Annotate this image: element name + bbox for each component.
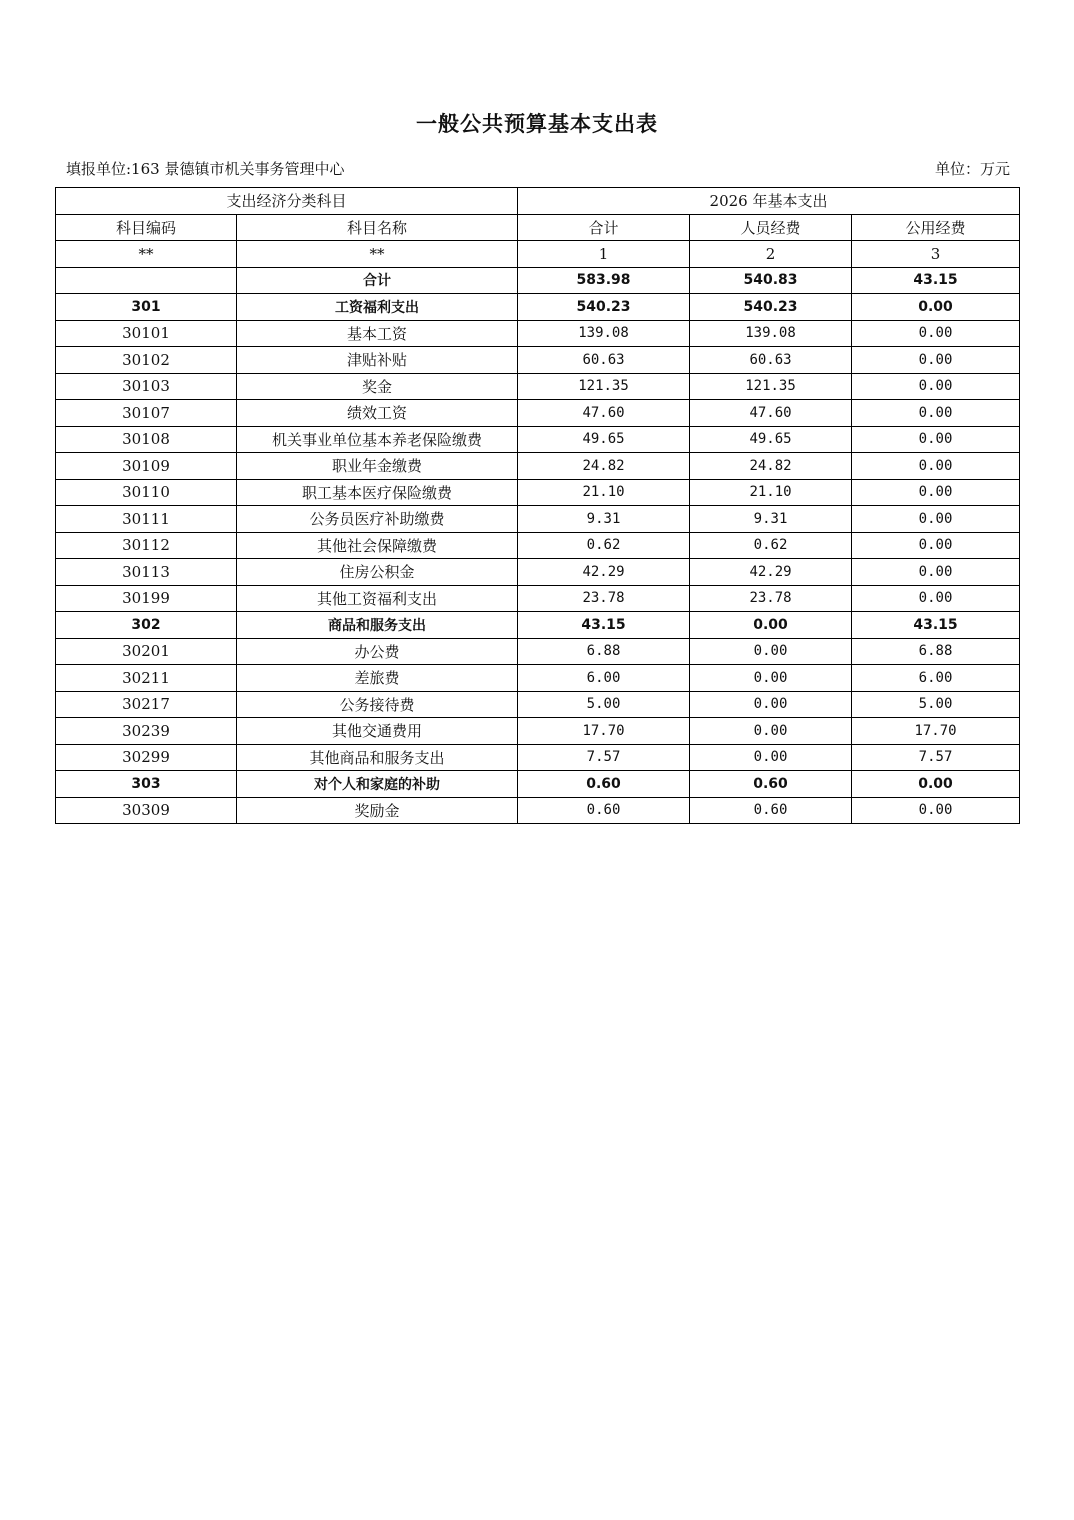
row-public: 5.00: [852, 691, 1020, 718]
row-name: 差旅费: [237, 665, 518, 692]
row-personnel: 0.62: [690, 532, 852, 559]
total-label: 合计: [237, 267, 518, 294]
row-personnel: 23.78: [690, 585, 852, 612]
row-personnel: 0.00: [690, 744, 852, 771]
row-personnel: 24.82: [690, 453, 852, 480]
row-total: 47.60: [518, 400, 690, 427]
row-total: 17.70: [518, 718, 690, 745]
row-name: 其他商品和服务支出: [237, 744, 518, 771]
row-name: 商品和服务支出: [237, 612, 518, 639]
page-title: 一般公共预算基本支出表: [416, 111, 658, 136]
row-total: 0.62: [518, 532, 690, 559]
row-public: 6.88: [852, 638, 1020, 665]
table-row: [56, 479, 1020, 506]
row-code: 30299: [56, 744, 237, 771]
budget-table: [55, 187, 1020, 824]
group-header-year-expenditure: 2026 年基本支出: [518, 188, 1020, 215]
row-name: 对个人和家庭的补助: [237, 771, 518, 798]
row-public: 0.00: [852, 294, 1020, 321]
row-code: 303: [56, 771, 237, 798]
row-total: 9.31: [518, 506, 690, 533]
budget-table-body: [56, 188, 1020, 824]
row-code: 30103: [56, 373, 237, 400]
row-total: 6.00: [518, 665, 690, 692]
total-personnel: 540.83: [690, 267, 852, 294]
column-header-row: [56, 214, 1020, 241]
total-code: [56, 267, 237, 294]
row-total: 139.08: [518, 320, 690, 347]
row-public: 0.00: [852, 559, 1020, 586]
table-row: [56, 718, 1020, 745]
row-total: 7.57: [518, 744, 690, 771]
total-amount: 583.98: [518, 267, 690, 294]
column-header-name: 科目名称: [237, 214, 518, 241]
row-total: 5.00: [518, 691, 690, 718]
row-public: 0.00: [852, 373, 1020, 400]
table-row: [56, 797, 1020, 824]
row-total: 121.35: [518, 373, 690, 400]
row-name: 基本工资: [237, 320, 518, 347]
row-total: 49.65: [518, 426, 690, 453]
row-public: 7.57: [852, 744, 1020, 771]
table-row: [56, 532, 1020, 559]
row-code: 30113: [56, 559, 237, 586]
row-name: 奖金: [237, 373, 518, 400]
table-row: [56, 744, 1020, 771]
row-personnel: 9.31: [690, 506, 852, 533]
table-row: [56, 665, 1020, 692]
row-name: 其他交通费用: [237, 718, 518, 745]
row-total: 540.23: [518, 294, 690, 321]
group-header-row: [56, 188, 1020, 215]
row-code: 30110: [56, 479, 237, 506]
table-row: [56, 400, 1020, 427]
row-name: 机关事业单位基本养老保险缴费: [237, 426, 518, 453]
total-row: [56, 267, 1020, 294]
row-personnel: 0.00: [690, 718, 852, 745]
total-public: 43.15: [852, 267, 1020, 294]
row-public: 0.00: [852, 400, 1020, 427]
row-name: 津贴补贴: [237, 347, 518, 374]
index-cell: **: [56, 241, 237, 268]
row-personnel: 0.00: [690, 612, 852, 639]
table-row: [56, 347, 1020, 374]
row-public: 43.15: [852, 612, 1020, 639]
table-row: [56, 691, 1020, 718]
row-code: 30211: [56, 665, 237, 692]
index-row: [56, 241, 1020, 268]
table-row: [56, 506, 1020, 533]
row-total: 21.10: [518, 479, 690, 506]
row-code: 30239: [56, 718, 237, 745]
row-public: 6.00: [852, 665, 1020, 692]
index-cell: 1: [518, 241, 690, 268]
row-personnel: 60.63: [690, 347, 852, 374]
index-cell: **: [237, 241, 518, 268]
row-code: 30109: [56, 453, 237, 480]
column-header-code: 科目编码: [56, 214, 237, 241]
row-public: 0.00: [852, 585, 1020, 612]
row-total: 0.60: [518, 771, 690, 798]
row-total: 6.88: [518, 638, 690, 665]
row-public: 17.70: [852, 718, 1020, 745]
row-name: 其他工资福利支出: [237, 585, 518, 612]
row-personnel: 0.00: [690, 691, 852, 718]
row-name: 工资福利支出: [237, 294, 518, 321]
row-total: 24.82: [518, 453, 690, 480]
row-code: 30102: [56, 347, 237, 374]
row-personnel: 21.10: [690, 479, 852, 506]
column-header-personnel: 人员经费: [690, 214, 852, 241]
row-public: 0.00: [852, 479, 1020, 506]
row-code: 30199: [56, 585, 237, 612]
row-name: 办公费: [237, 638, 518, 665]
row-personnel: 0.00: [690, 665, 852, 692]
column-header-total: 合计: [518, 214, 690, 241]
row-total: 23.78: [518, 585, 690, 612]
row-name: 住房公积金: [237, 559, 518, 586]
table-row: [56, 294, 1020, 321]
row-public: 0.00: [852, 453, 1020, 480]
table-row: [56, 320, 1020, 347]
table-row: [56, 426, 1020, 453]
table-row: [56, 453, 1020, 480]
row-code: 30101: [56, 320, 237, 347]
index-cell: 3: [852, 241, 1020, 268]
row-personnel: 0.60: [690, 797, 852, 824]
table-row: [56, 638, 1020, 665]
reporting-unit: 填报单位:163 景德镇市机关事务管理中心: [66, 160, 345, 178]
column-header-public: 公用经费: [852, 214, 1020, 241]
table-row: [56, 771, 1020, 798]
index-cell: 2: [690, 241, 852, 268]
row-personnel: 121.35: [690, 373, 852, 400]
row-total: 60.63: [518, 347, 690, 374]
row-public: 0.00: [852, 347, 1020, 374]
row-personnel: 139.08: [690, 320, 852, 347]
row-name: 公务接待费: [237, 691, 518, 718]
table-row: [56, 559, 1020, 586]
row-name: 绩效工资: [237, 400, 518, 427]
row-personnel: 540.23: [690, 294, 852, 321]
row-name: 其他社会保障缴费: [237, 532, 518, 559]
currency-unit: 单位：万元: [934, 160, 1010, 178]
row-code: 30201: [56, 638, 237, 665]
row-code: 30309: [56, 797, 237, 824]
row-name: 公务员医疗补助缴费: [237, 506, 518, 533]
row-code: 302: [56, 612, 237, 639]
row-code: 30111: [56, 506, 237, 533]
row-total: 42.29: [518, 559, 690, 586]
row-personnel: 0.60: [690, 771, 852, 798]
row-total: 43.15: [518, 612, 690, 639]
row-total: 0.60: [518, 797, 690, 824]
row-name: 职业年金缴费: [237, 453, 518, 480]
group-header-classification: 支出经济分类科目: [56, 188, 518, 215]
row-code: 30217: [56, 691, 237, 718]
row-public: 0.00: [852, 320, 1020, 347]
table-row: [56, 585, 1020, 612]
row-public: 0.00: [852, 797, 1020, 824]
row-code: 30108: [56, 426, 237, 453]
row-code: 30112: [56, 532, 237, 559]
row-code: 301: [56, 294, 237, 321]
row-public: 0.00: [852, 506, 1020, 533]
row-personnel: 42.29: [690, 559, 852, 586]
row-name: 职工基本医疗保险缴费: [237, 479, 518, 506]
row-public: 0.00: [852, 771, 1020, 798]
row-personnel: 0.00: [690, 638, 852, 665]
table-row: [56, 373, 1020, 400]
table-row: [56, 612, 1020, 639]
row-code: 30107: [56, 400, 237, 427]
row-public: 0.00: [852, 426, 1020, 453]
row-public: 0.00: [852, 532, 1020, 559]
row-name: 奖励金: [237, 797, 518, 824]
row-personnel: 47.60: [690, 400, 852, 427]
row-personnel: 49.65: [690, 426, 852, 453]
